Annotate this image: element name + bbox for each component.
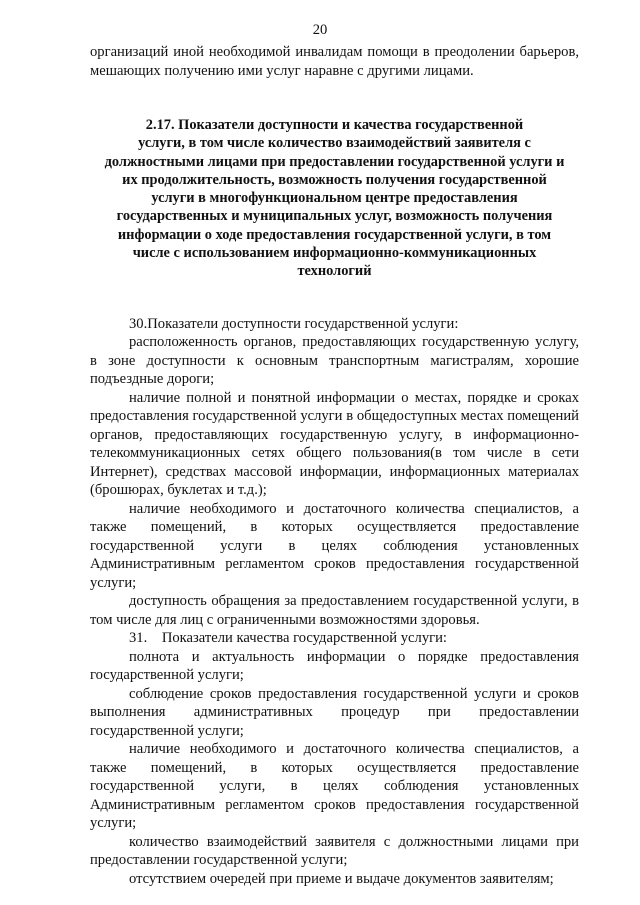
paragraph: доступность обращения за предоставлением государственной услуги, в том числе для лиц с ограниченными возможностями здоровья. (90, 593, 579, 628)
paragraph: наличие необходимого и достаточного количества специалистов, а также помещений, в которых осуществляется предоставление государственной услуги в целях соблюдения установленных Административным регламентом сроков предоставления государственной услуги; (90, 500, 579, 591)
paragraph: наличие полной и понятной информации о местах, порядке и сроках предоставления государственной услуги в общедоступных местах помещений органов, предоставляющих государственную услугу, в информационно-телекоммуникационных сетях общего пользования(в том числе в сети Интернет), средствах массовой информации, информационных материалах (брошюрах, буклетах и т.д.); (90, 389, 579, 499)
paragraph: наличие необходимого и достаточного количества специалистов, а также помещений, в которых осуществляется предоставление государственной услуги, в целях соблюдения установленных Административным регламентом сроков предоставления государственной услуги; (90, 741, 579, 832)
intro-paragraph: организаций иной необходимой инвалидам помощи в преодолении барьеров, мешающих получению ими услуг наравне с другими лицами. (90, 44, 579, 79)
paragraph: отсутствием очередей при приеме и выдаче документов заявителям; (129, 870, 554, 887)
paragraph: соблюдение сроков предоставления государственной услуги и сроков выполнения административных процедур при предоставлении государственной услуги; (90, 685, 579, 739)
paragraph: полнота и актуальность информации о порядке предоставления государственной услуги; (90, 648, 579, 684)
heading-line: 2.17. Показатели доступности и качества государственной (145, 117, 524, 133)
heading-line: услуги, в том числе количество взаимодействий заявителя с (138, 135, 531, 152)
heading-line: их продолжительность, возможность получения государственной (122, 171, 547, 188)
page-content (90, 43, 579, 888)
heading-line: должностными лицами при предоставлении государственной услуги и (104, 153, 565, 170)
heading-line: числе с использованием информационно-коммуникационных (132, 245, 537, 262)
page-number: 20 (312, 22, 328, 38)
heading-line: информации о ходе предоставления государственной услуги, в том (117, 226, 552, 243)
paragraph: расположенность органов, предоставляющих государственную услугу, в зоне доступности к основным транспортным магистралям, хорошие подъездные дороги; (90, 334, 579, 388)
section-heading (90, 116, 579, 281)
paragraph: количество взаимодействий заявителя с должностными лицами при предоставлении государственной услуги; (90, 833, 579, 869)
paragraph-30-title: 30.Показатели доступности государственной услуги: (129, 315, 459, 332)
heading-line: услуги в многофункциональном центре предоставления (151, 190, 518, 207)
heading-line: технологий (297, 263, 372, 280)
paragraph-31-title: 31. Показатели качества государственной услуги: (129, 630, 447, 647)
heading-line: государственных и муниципальных услуг, возможность получения (116, 208, 553, 225)
